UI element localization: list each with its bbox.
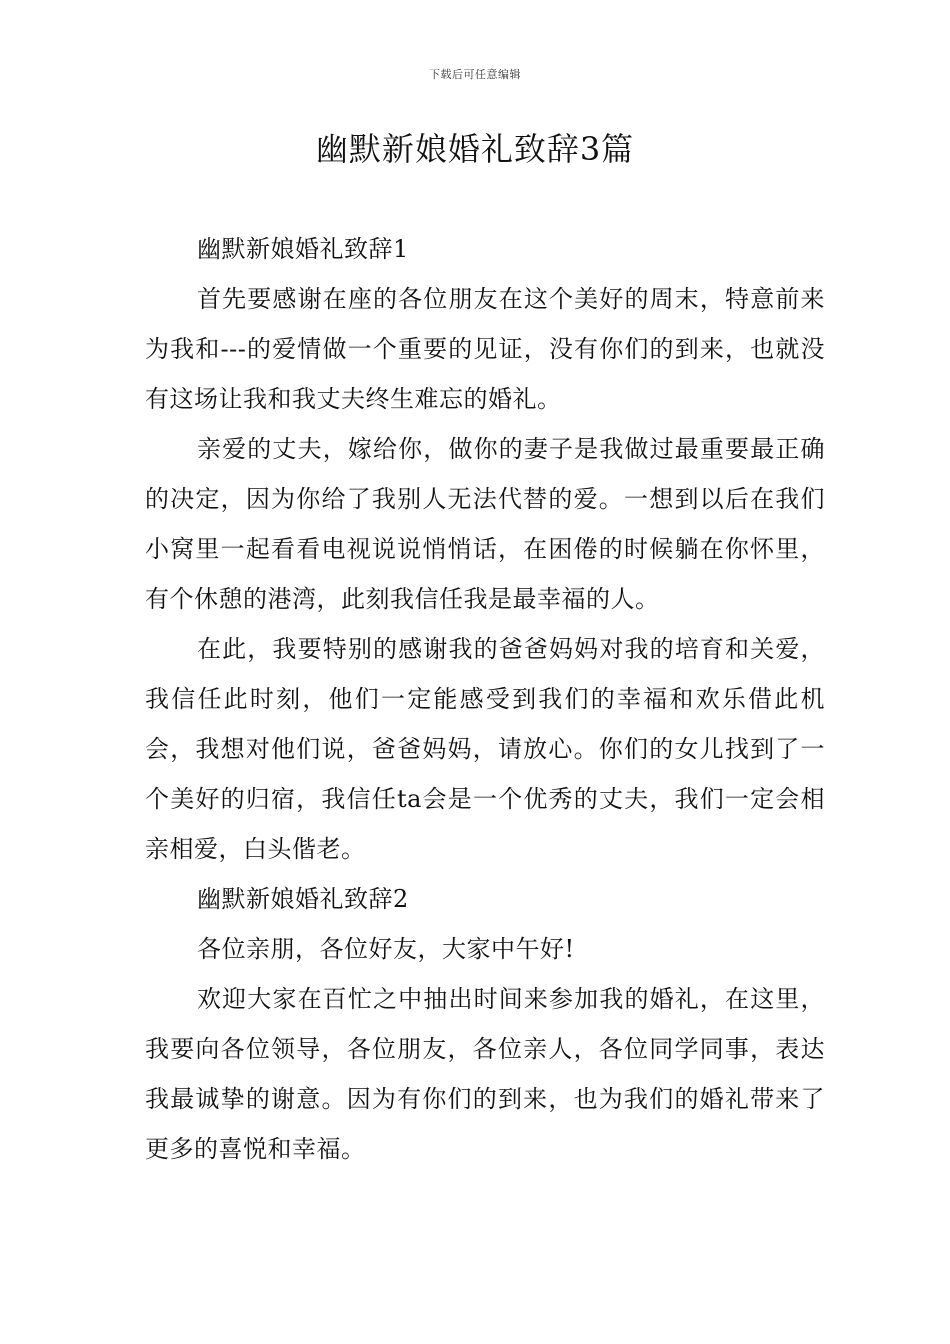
paragraph-4: 各位亲朋，各位好友，大家中午好! xyxy=(197,935,575,963)
document-title: 幽默新娘婚礼致辞3篇 xyxy=(315,130,635,168)
paragraph-5: 欢迎大家在百忙之中抽出时间来参加我的婚礼，在这里，我要向各位领导，各位朋友，各位亲人，各位同学同事，表达我最诚挚的谢意。因为有你们的到来，也为我们的婚礼带来了更多的喜悦和幸福。 xyxy=(145,985,825,1163)
section-heading-2: 幽默新娘婚礼致辞2 xyxy=(197,885,409,913)
paragraph-1: 首先要感谢在座的各位朋友在这个美好的周末，特意前来为我和---的爱情做一个重要的见证，没有你们的到来，也就没有这场让我和我丈夫终生难忘的婚礼。 xyxy=(145,285,825,413)
section-heading-1: 幽默新娘婚礼致辞1 xyxy=(197,235,409,263)
header-note: 下载后可任意编辑 xyxy=(429,68,521,81)
document-body xyxy=(145,224,825,1174)
paragraph-3: 在此，我要特别的感谢我的爸爸妈妈对我的培育和关爱，我信任此时刻，他们一定能感受到我们的幸福和欢乐借此机会，我想对他们说，爸爸妈妈，请放心。你们的女儿找到了一个美好的归宿，我信任ta会是一个优秀的丈夫，我们一定会相亲相爱，白头偕老。 xyxy=(145,635,825,863)
paragraph-2: 亲爱的丈夫，嫁给你，做你的妻子是我做过最重要最正确的决定，因为你给了我别人无法代替的爱。一想到以后在我们小窝里一起看看电视说说悄悄话，在困倦的时候躺在你怀里，有个休憩的港湾，此刻我信任我是最幸福的人。 xyxy=(145,435,825,613)
